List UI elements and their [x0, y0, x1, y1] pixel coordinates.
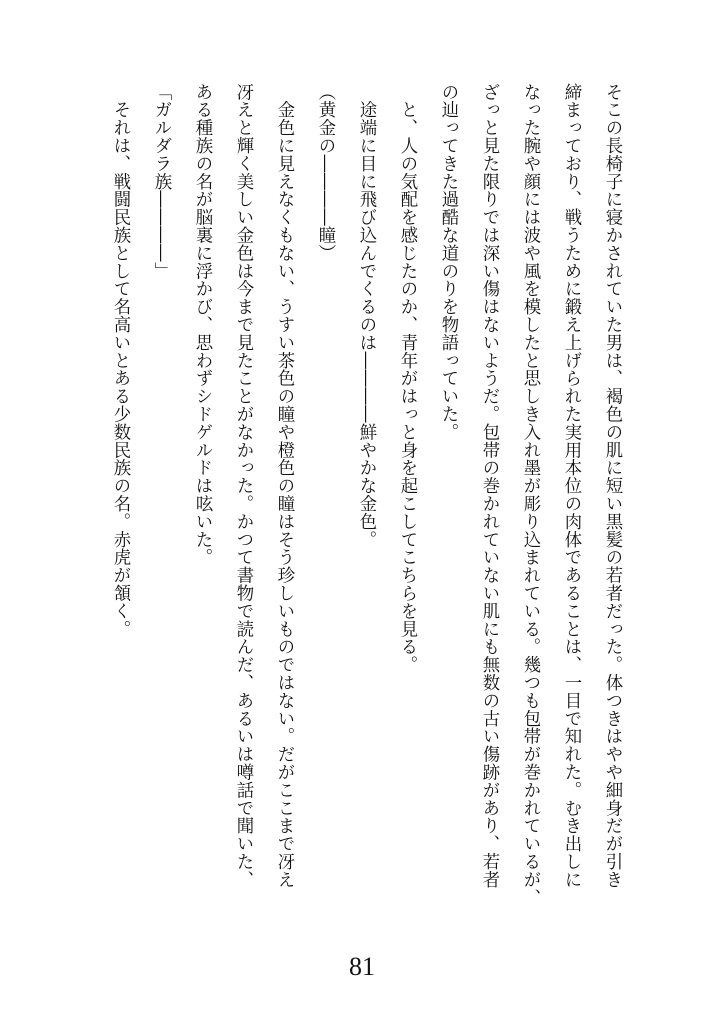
text-line: ざっと見た限りでは深い傷はないようだ。包帯の巻かれていない肌にも無数の古い傷跡があり、若者	[479, 83, 499, 889]
text-line: ある種族の名が脳裏に浮かび、思わずシドゲルドは呟いた。	[192, 83, 212, 567]
text-line: （黄金の――――瞳）	[315, 83, 335, 262]
text-line: そこの長椅子に寝かされていた男は、褐色の肌に短い黒髪の若者だった。体つきはやや細身だが引き	[602, 83, 622, 889]
text-line: 金色に見えなくもない、うすい茶色の瞳や橙色の瞳はそう珍しいものではない。だがここまで冴え	[274, 83, 294, 889]
text-line: 冴えと輝く美しい金色は今まで見たことがなかった。かつて書物で読んだ、あるいは噂話で聞いた、	[233, 83, 253, 889]
page-number: 81	[349, 952, 375, 981]
text-line: それは、戦闘民族として名高いとある少数民族の名。赤虎が頷く。	[110, 83, 130, 638]
vertical-text-block	[99, 83, 632, 943]
text-line: 締まっており、戦うために鍛え上げられた実用本位の肉体であることは、一目で知れた。むき出しに	[561, 83, 581, 889]
text-line: の辿ってきた過酷な道のりを物語っていた。	[438, 83, 458, 441]
text-line: 「ガルダラ族――――」	[151, 83, 171, 280]
text-line: なった腕や顔には波や風を模したと思しき入れ墨が彫り込まれている。幾つも包帯が巻かれているが、	[520, 83, 540, 907]
text-line: 途端に目に飛び込んでくるのは――――鮮やかな金色。	[356, 83, 376, 549]
text-line: と、人の気配を感じたのか、青年がはっと身を起こしてこちらを見る。	[397, 83, 417, 674]
